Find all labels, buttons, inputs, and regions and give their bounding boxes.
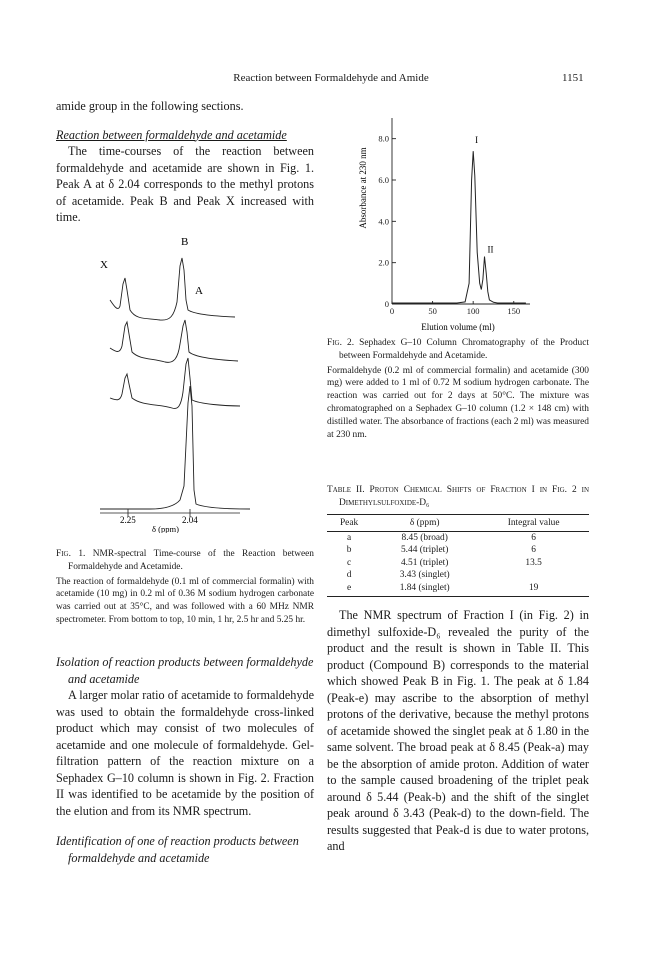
table-ii-label: Table II. (327, 485, 365, 495)
fig2-peak-label-2: II (487, 244, 494, 255)
table-cell: b (346, 545, 352, 556)
fig2-xtick-label: 100 (466, 306, 480, 316)
table-cell: 4.51 (triplet) (400, 557, 449, 568)
left-column-bottom (56, 654, 314, 866)
table-cell: 6 (531, 532, 536, 543)
table-header-row (327, 514, 589, 531)
table-cell: 3.43 (singlet) (399, 570, 450, 581)
fig2-ytick-label: 2.0 (378, 257, 389, 268)
table-row (327, 531, 589, 544)
fig1-trace-2h (110, 320, 238, 362)
fig2-caption-label: Fig. 2. (327, 338, 355, 348)
table-header-shift: δ (ppm) (371, 514, 478, 531)
fig1-caption-body: The reaction of formaldehyde (0.1 ml of commercial formalin) with acetamide (10 mg) in 0.2 ml of 0.36 M sodium hydrogen carbonate was carried out at 35°C, and was followed with a 60 MHz NMR spectrometer. From bottom to top, 10 min, 1 hr, 2.5 hr and 5.25 hr. (56, 576, 314, 625)
table-cell: 1.84 (singlet) (371, 582, 478, 597)
fig1-nmr-spectra (90, 228, 280, 533)
table-ii-title: Proton Chemical Shifts of Fraction I in Fig. 2 in Dimethylsulfoxide-D₆ (339, 485, 589, 508)
table-cell: 19 (478, 582, 589, 597)
section-reaction-text: The time-courses of the reaction between formaldehyde and acetamide are shown in Fig. 1. Peak A at δ 2.04 corresponds to the methyl protons of acetamide. Peak B and Peak X increased with time. (56, 144, 314, 224)
fig2-ylabel: Absorbance at 230 nm (358, 147, 368, 229)
table-ii-grid (327, 514, 589, 598)
table-header-peak: Peak (327, 514, 371, 531)
table-cell: 5.44 (triplet) (400, 545, 449, 556)
fig2-caption-body: Formaldehyde (0.2 ml of commercial formalin) and acetamide (300 mg) were added to 1 ml of 0.72 M sodium hydrogen carbonate. The reaction was carried out for 2 days at 50°C. The mixture was chromatographed on a Sephadex G–10 column (1.2 × 148 cm) with distilled water. The absorbance of fractions (each 2 ml) was measured at 230 nm. (327, 365, 589, 440)
table-header-integral: Integral value (478, 514, 589, 531)
fig1-label-a: A (195, 285, 203, 297)
fig2-caption-title: Sephadex G–10 Column Chromatography of the Product between Formaldehyde and Acetamide. (339, 338, 589, 361)
fig2-xlabel: Elution volume (ml) (421, 322, 495, 332)
table-row (327, 544, 589, 557)
fig2-ytick-label: 6.0 (378, 175, 389, 185)
fig1-trace-5h (110, 258, 235, 320)
table-cell: d (346, 570, 352, 581)
table-ii-caption (327, 484, 589, 510)
table-row (327, 557, 589, 570)
header-title: Reaction between Formaldehyde and Amide (233, 72, 429, 84)
table-row (327, 569, 589, 582)
fig1-axis-label: δ (ppm) (152, 524, 179, 533)
left-column-top (56, 98, 314, 226)
fig2-chromatogram (352, 108, 542, 334)
fig2-ytick-label: 8.0 (378, 133, 389, 144)
fig1-caption-title: NMR-spectral Time-course of the Reaction between Formaldehyde and Acetamide. (68, 549, 314, 572)
table-cell: e (327, 582, 371, 597)
fig2-elution-curve (392, 151, 526, 303)
fig2-ytick-label: 0 (384, 299, 389, 309)
right-column-text (327, 607, 589, 855)
fig2-xtick-label: 50 (428, 306, 437, 316)
fig1-caption-label: Fig. 1. (56, 549, 86, 559)
table-ii (327, 484, 589, 597)
section-heading-reaction: Reaction between formaldehyde and acetamide (56, 127, 287, 142)
section-heading-isolation: Isolation of reaction products between formaldehyde and acetamide (56, 655, 314, 686)
fig1-caption (56, 548, 314, 627)
intro-paragraph: amide group in the following sections. (56, 99, 244, 113)
table-cell (478, 569, 589, 582)
running-header (0, 72, 672, 88)
fig2-ytick-label: 4.0 (378, 216, 389, 227)
section-heading-identification: Identification of one of reaction products between formaldehyde and acetamide (56, 834, 299, 865)
fig2-xtick-label: 150 (507, 306, 521, 316)
fig2-caption (327, 337, 589, 441)
fig1-tick-label-0: 2.25 (120, 515, 136, 525)
fig2-peak-label-1: I (475, 135, 479, 146)
fig1-trace-1h (110, 358, 240, 408)
table-row (327, 582, 589, 597)
section-isolation-text: A larger molar ratio of acetamide to formaldehyde was used to obtain the formaldehyde cross-linked product which may consist of two molecules of acetamide and one molecule of formaldehyde. Gel-filtration pattern of the reaction mixture on a Sephadex G–10 column is shown in Fig. 2. Fraction II was identified to be acetamide by the position of the elution and from its NMR spectrum. (56, 688, 314, 818)
fig1-tick-label-1: 2.04 (182, 515, 198, 525)
nmr-discussion-paragraph: The NMR spectrum of Fraction I (in Fig. 2) in dimethyl sulfoxide-D₆ revealed the purity of the product and the result is shown in Table II. This product (Compound B) corresponds to the material which showed Peak B in Fig. 1. The peak at δ 1.84 (Peak-e) may ascribe to the absorption of methyl protons of the derivative, because the methyl protons of acetamide showed the singlet peak at δ 1.80 in the same solvent. The broad peak at δ 8.45 (Peak-a) may be the absorption of amide proton. Addition of water to the sample caused broadening of the triplet peak around δ 5.44 (Peak-b) and the shift of the singlet peak around δ 3.43 (Peak-d) to the down-field. The results suggested that Peak-d is due to water protons, and (327, 608, 589, 853)
table-cell: 8.45 (broad) (401, 532, 448, 543)
table-cell: c (346, 557, 352, 568)
fig1-label-b: B (181, 236, 189, 248)
fig2-xtick-label: 0 (389, 306, 395, 316)
table-cell: 6 (531, 545, 536, 556)
fig1-trace-10m (100, 386, 250, 509)
table-cell: 13.5 (525, 557, 542, 568)
page-number: 1151 (562, 72, 584, 84)
fig1-label-x: X (100, 259, 108, 271)
table-cell: a (346, 532, 352, 543)
